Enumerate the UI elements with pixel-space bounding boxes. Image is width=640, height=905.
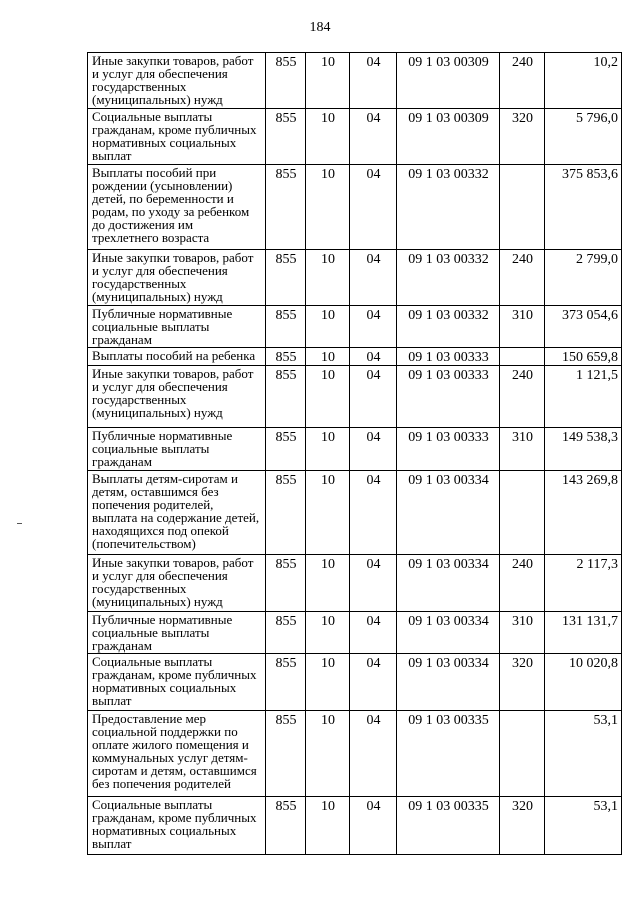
section-code: 10 bbox=[306, 53, 350, 109]
subsection-code: 04 bbox=[350, 428, 397, 471]
row-name: Выплаты пособий при рождении (усыновлении) детей, по беременности и родам, по уходу за ребенком до достижения им трехлетнего возраста bbox=[88, 165, 266, 250]
subsection-code: 04 bbox=[350, 797, 397, 855]
target-code: 09 1 03 00309 bbox=[397, 53, 500, 109]
ministry-code: 855 bbox=[266, 366, 306, 428]
ministry-code: 855 bbox=[266, 654, 306, 711]
row-name: Публичные нормативные социальные выплаты гражданам bbox=[88, 306, 266, 348]
amount: 150 659,8 bbox=[545, 348, 622, 366]
target-code: 09 1 03 00333 bbox=[397, 366, 500, 428]
row-name: Иные закупки товаров, работ и услуг для обеспечения государственных (муниципальных) нужд bbox=[88, 250, 266, 306]
row-name: Публичные нормативные социальные выплаты гражданам bbox=[88, 428, 266, 471]
section-code: 10 bbox=[306, 109, 350, 165]
amount: 1 121,5 bbox=[545, 366, 622, 428]
table-row bbox=[88, 654, 622, 711]
table-row bbox=[88, 53, 622, 109]
section-code: 10 bbox=[306, 428, 350, 471]
subsection-code: 04 bbox=[350, 109, 397, 165]
subsection-code: 04 bbox=[350, 165, 397, 250]
target-code: 09 1 03 00335 bbox=[397, 797, 500, 855]
budget-table bbox=[87, 52, 622, 855]
amount: 131 131,7 bbox=[545, 612, 622, 654]
subsection-code: 04 bbox=[350, 348, 397, 366]
row-name: Выплаты детям-сиротам и детям, оставшимся без попечения родителей, выплата на содержание детей, находящихся под опекой (попечительством) bbox=[88, 471, 266, 555]
section-code: 10 bbox=[306, 165, 350, 250]
amount: 10 020,8 bbox=[545, 654, 622, 711]
row-name: Социальные выплаты гражданам, кроме публичных нормативных социальных выплат bbox=[88, 654, 266, 711]
amount: 10,2 bbox=[545, 53, 622, 109]
ministry-code: 855 bbox=[266, 797, 306, 855]
scan-mark bbox=[17, 523, 22, 524]
amount: 2 799,0 bbox=[545, 250, 622, 306]
table-row bbox=[88, 428, 622, 471]
subsection-code: 04 bbox=[350, 471, 397, 555]
expense-type-code bbox=[500, 711, 545, 797]
amount: 143 269,8 bbox=[545, 471, 622, 555]
table-row bbox=[88, 797, 622, 855]
expense-type-code: 240 bbox=[500, 555, 545, 612]
expense-type-code: 240 bbox=[500, 250, 545, 306]
section-code: 10 bbox=[306, 348, 350, 366]
target-code: 09 1 03 00334 bbox=[397, 555, 500, 612]
subsection-code: 04 bbox=[350, 654, 397, 711]
amount: 149 538,3 bbox=[545, 428, 622, 471]
expense-type-code: 240 bbox=[500, 53, 545, 109]
section-code: 10 bbox=[306, 711, 350, 797]
target-code: 09 1 03 00333 bbox=[397, 348, 500, 366]
section-code: 10 bbox=[306, 306, 350, 348]
table-row bbox=[88, 471, 622, 555]
table-row bbox=[88, 250, 622, 306]
target-code: 09 1 03 00333 bbox=[397, 428, 500, 471]
row-name: Социальные выплаты гражданам, кроме публичных нормативных социальных выплат bbox=[88, 797, 266, 855]
ministry-code: 855 bbox=[266, 348, 306, 366]
ministry-code: 855 bbox=[266, 428, 306, 471]
amount: 375 853,6 bbox=[545, 165, 622, 250]
subsection-code: 04 bbox=[350, 555, 397, 612]
table-row bbox=[88, 165, 622, 250]
row-name: Иные закупки товаров, работ и услуг для обеспечения государственных (муниципальных) нужд bbox=[88, 53, 266, 109]
ministry-code: 855 bbox=[266, 250, 306, 306]
amount: 2 117,3 bbox=[545, 555, 622, 612]
table-row bbox=[88, 348, 622, 366]
amount: 5 796,0 bbox=[545, 109, 622, 165]
row-name: Иные закупки товаров, работ и услуг для обеспечения государственных (муниципальных) нужд bbox=[88, 366, 266, 428]
target-code: 09 1 03 00334 bbox=[397, 471, 500, 555]
ministry-code: 855 bbox=[266, 109, 306, 165]
section-code: 10 bbox=[306, 250, 350, 306]
expense-type-code: 320 bbox=[500, 654, 545, 711]
subsection-code: 04 bbox=[350, 711, 397, 797]
page-number: 184 bbox=[309, 20, 331, 35]
ministry-code: 855 bbox=[266, 555, 306, 612]
table-row bbox=[88, 555, 622, 612]
expense-type-code bbox=[500, 348, 545, 366]
ministry-code: 855 bbox=[266, 165, 306, 250]
amount: 53,1 bbox=[545, 797, 622, 855]
row-name: Предоставление мер социальной поддержки по оплате жилого помещения и коммунальных услуг детям-сиротам и детям, оставшимся без попечения родителей bbox=[88, 711, 266, 797]
subsection-code: 04 bbox=[350, 250, 397, 306]
table-row bbox=[88, 109, 622, 165]
table-row bbox=[88, 612, 622, 654]
expense-type-code: 310 bbox=[500, 612, 545, 654]
ministry-code: 855 bbox=[266, 53, 306, 109]
target-code: 09 1 03 00334 bbox=[397, 654, 500, 711]
expense-type-code: 240 bbox=[500, 366, 545, 428]
target-code: 09 1 03 00309 bbox=[397, 109, 500, 165]
target-code: 09 1 03 00332 bbox=[397, 250, 500, 306]
row-name: Публичные нормативные социальные выплаты гражданам bbox=[88, 612, 266, 654]
budget-table-body bbox=[88, 53, 622, 855]
subsection-code: 04 bbox=[350, 612, 397, 654]
section-code: 10 bbox=[306, 654, 350, 711]
target-code: 09 1 03 00332 bbox=[397, 306, 500, 348]
expense-type-code: 320 bbox=[500, 797, 545, 855]
section-code: 10 bbox=[306, 366, 350, 428]
ministry-code: 855 bbox=[266, 612, 306, 654]
section-code: 10 bbox=[306, 797, 350, 855]
table-row bbox=[88, 711, 622, 797]
amount: 53,1 bbox=[545, 711, 622, 797]
subsection-code: 04 bbox=[350, 366, 397, 428]
section-code: 10 bbox=[306, 612, 350, 654]
amount: 373 054,6 bbox=[545, 306, 622, 348]
row-name: Выплаты пособий на ребенка bbox=[88, 348, 266, 366]
section-code: 10 bbox=[306, 471, 350, 555]
expense-type-code bbox=[500, 165, 545, 250]
expense-type-code: 310 bbox=[500, 428, 545, 471]
target-code: 09 1 03 00332 bbox=[397, 165, 500, 250]
row-name: Иные закупки товаров, работ и услуг для обеспечения государственных (муниципальных) нужд bbox=[88, 555, 266, 612]
target-code: 09 1 03 00335 bbox=[397, 711, 500, 797]
ministry-code: 855 bbox=[266, 306, 306, 348]
row-name: Социальные выплаты гражданам, кроме публичных нормативных социальных выплат bbox=[88, 109, 266, 165]
table-row bbox=[88, 306, 622, 348]
expense-type-code: 320 bbox=[500, 109, 545, 165]
section-code: 10 bbox=[306, 555, 350, 612]
target-code: 09 1 03 00334 bbox=[397, 612, 500, 654]
ministry-code: 855 bbox=[266, 711, 306, 797]
subsection-code: 04 bbox=[350, 306, 397, 348]
expense-type-code bbox=[500, 471, 545, 555]
subsection-code: 04 bbox=[350, 53, 397, 109]
expense-type-code: 310 bbox=[500, 306, 545, 348]
table-row bbox=[88, 366, 622, 428]
ministry-code: 855 bbox=[266, 471, 306, 555]
